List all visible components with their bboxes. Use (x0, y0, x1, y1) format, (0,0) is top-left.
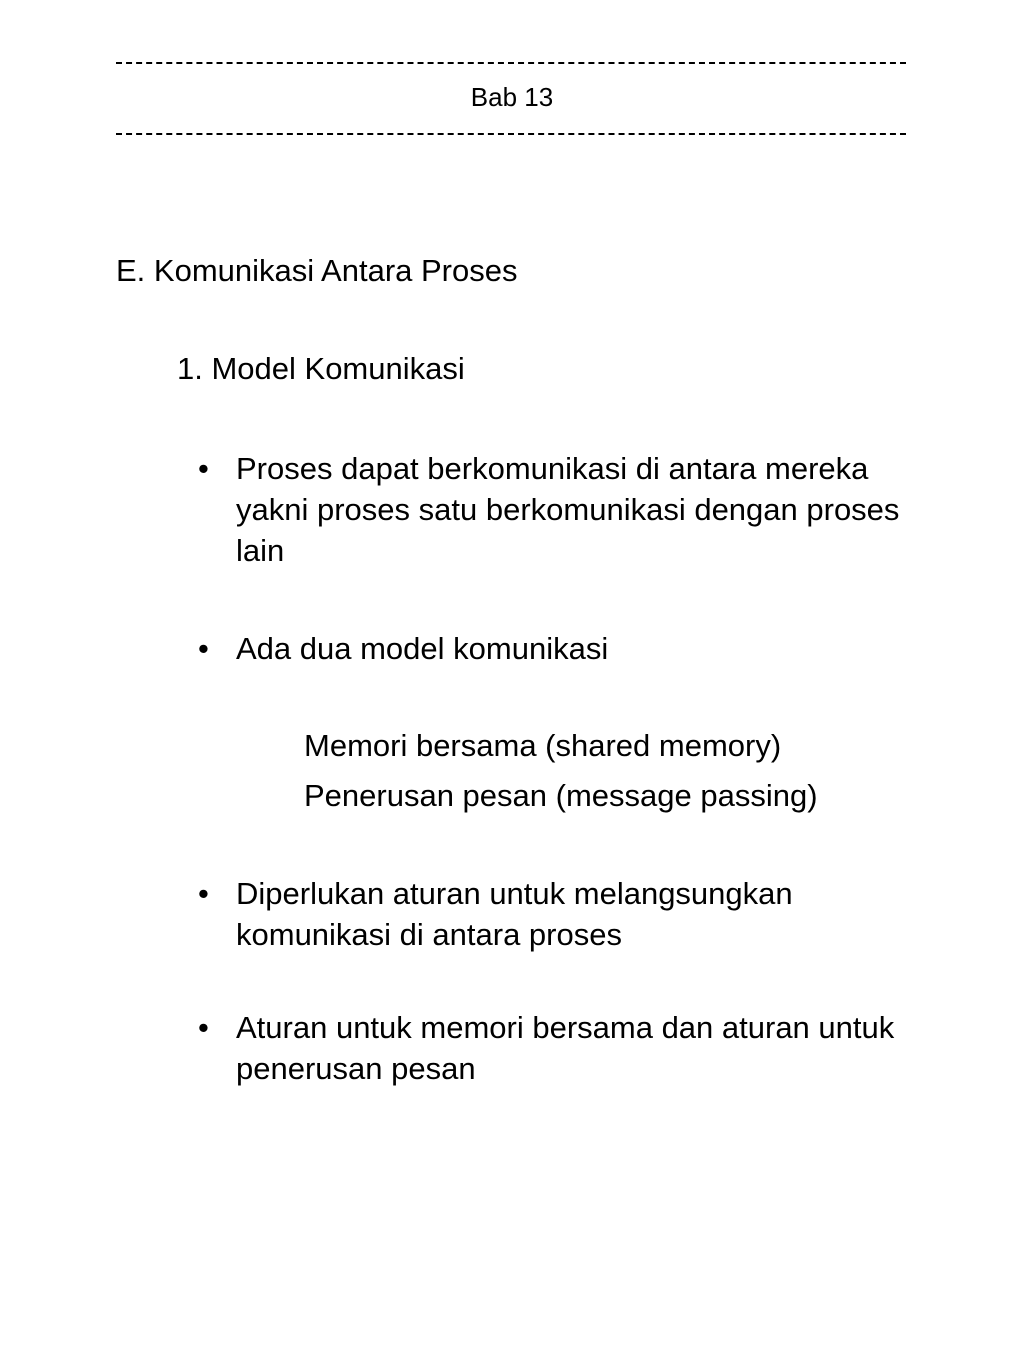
header-divider-bottom (116, 133, 906, 135)
bullet-text: Ada dua model komunikasi (236, 631, 609, 666)
model-item-shared-memory: Memori bersama (shared memory) (304, 728, 782, 763)
bullet-text: Aturan untuk memori bersama dan aturan untuk penerusan pesan (236, 1010, 895, 1086)
bullet-text: Proses dapat berkomunikasi di antara mereka yakni proses satu berkomunikasi dengan proses lain (236, 451, 900, 568)
bullet-icon: • (198, 1010, 209, 1045)
list-item (198, 448, 948, 571)
list-item (198, 873, 948, 955)
section-heading: E. Komunikasi Antara Proses (116, 253, 518, 288)
bullet-icon: • (198, 876, 209, 911)
model-item-message-passing: Penerusan pesan (message passing) (304, 778, 818, 813)
list-item (198, 628, 948, 669)
bullet-text: Diperlukan aturan untuk melangsungkan komunikasi di antara proses (236, 876, 793, 952)
list-item (198, 1007, 948, 1089)
header-divider-top (116, 62, 906, 64)
bullet-icon: • (198, 451, 209, 486)
bullet-icon: • (198, 631, 209, 666)
subsection-heading: 1. Model Komunikasi (177, 351, 465, 386)
chapter-label: Bab 13 (470, 82, 554, 112)
